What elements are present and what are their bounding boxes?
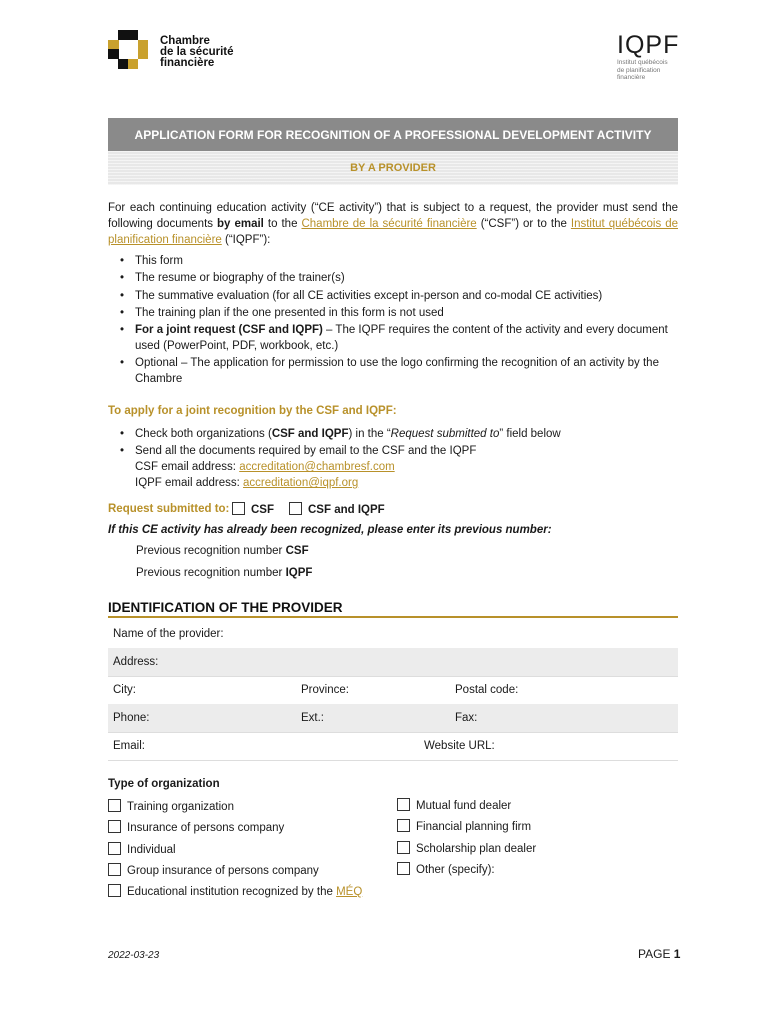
provider-name-field[interactable]: Name of the provider: <box>108 620 678 649</box>
city-field[interactable]: City: <box>113 684 136 696</box>
org-scholarship-option[interactable]: Scholarship plan dealer <box>397 841 536 855</box>
csf-logo <box>108 30 248 70</box>
checkbox[interactable] <box>397 862 410 875</box>
recognized-question: If this CE activity has already been recognized, please enter its previous number: <box>108 524 552 536</box>
request-label: Request submitted to: <box>108 503 230 515</box>
joint-heading: To apply for a joint recognition by the CSF and IQPF: <box>108 405 397 417</box>
postal-code-field[interactable]: Postal code: <box>455 684 519 696</box>
checkbox[interactable] <box>108 842 121 855</box>
csf-email-link[interactable]: accreditation@chambresf.com <box>239 461 395 474</box>
csf-and-iqpf-option[interactable]: CSF and IQPF <box>289 502 385 516</box>
org-mutual-fund-option[interactable]: Mutual fund dealer <box>397 798 511 812</box>
email-field[interactable]: Email: <box>113 740 145 752</box>
csf-option[interactable]: CSF <box>232 502 274 516</box>
form-title: APPLICATION FORM FOR RECOGNITION OF A PROFESSIONAL DEVELOPMENT ACTIVITY <box>108 118 678 151</box>
org-training-option[interactable]: Training organization <box>108 799 234 813</box>
phone-field[interactable]: Phone: <box>113 712 150 724</box>
city-row <box>108 676 678 705</box>
extension-field[interactable]: Ext.: <box>301 712 325 724</box>
csf-link[interactable]: Chambre de la sécurité financière <box>301 218 477 230</box>
list-item: • For a joint request (CSF and IQPF) – The IQPF requires the content of the activity and every document used (PowerPoint, PDF, workbook, etc.) <box>108 322 678 354</box>
org-educational-option[interactable]: Educational institution recognized by the MÉQ <box>108 884 362 898</box>
list-item: • The training plan if the one presented in this form is not used <box>108 305 678 321</box>
fax-field[interactable]: Fax: <box>455 712 478 724</box>
meq-link[interactable]: MÉQ <box>336 886 363 898</box>
previous-csf-number-field[interactable]: Previous recognition number CSF <box>136 545 309 557</box>
list-item: • Send all the documents required by email to the CSF and the IQPF CSF email address: accreditation@chambresf.com IQPF email address: accreditation@iqpf.org <box>108 443 678 491</box>
org-individual-option[interactable]: Individual <box>108 842 176 856</box>
previous-iqpf-number-field[interactable]: Previous recognition number IQPF <box>136 567 313 579</box>
phone-row <box>108 704 678 733</box>
list-item: • The summative evaluation (for all CE activities except in-person and co-modal CE activities) <box>108 288 678 304</box>
footer-date: 2022-03-23 <box>108 950 160 961</box>
checkbox[interactable] <box>108 863 121 876</box>
iqpf-logo-subtitle: Institut québécois de planification financière <box>617 59 668 81</box>
csf-checkbox[interactable] <box>232 502 245 515</box>
email-row <box>108 732 678 761</box>
address-field[interactable]: Address: <box>108 648 678 677</box>
checkbox[interactable] <box>397 819 410 832</box>
joint-list <box>108 426 678 493</box>
form-subtitle: BY A PROVIDER <box>108 151 678 185</box>
csf-logo-text: Chambre de la sécurité financière <box>160 35 234 69</box>
list-item: • The resume or biography of the trainer(s) <box>108 270 678 286</box>
org-group-insurance-option[interactable]: Group insurance of persons company <box>108 863 319 877</box>
list-item: • Optional – The application for permission to use the logo confirming the recognition of an activity by the Chambre <box>108 355 678 387</box>
iqpf-link[interactable]: Institut québécois de planification financière <box>108 218 678 246</box>
iqpf-logo: IQPF Institut québécois de planification financière <box>617 33 687 83</box>
checkbox[interactable] <box>108 799 121 812</box>
iqpf-email-link[interactable]: accreditation@iqpf.org <box>243 477 359 490</box>
website-field[interactable]: Website URL: <box>424 740 495 752</box>
intro-paragraph: For each continuing education activity (“CE activity”) that is subject to a request, the provider must send the following documents by email to the Chambre de la sécurité financière (“CSF”) or to the Institut québécois de planification financière (“IQPF”): <box>108 202 678 246</box>
csf-and-iqpf-checkbox[interactable] <box>289 502 302 515</box>
org-other-option[interactable]: Other (specify): <box>397 862 495 876</box>
identification-heading: IDENTIFICATION OF THE PROVIDER <box>108 600 678 618</box>
checkbox[interactable] <box>108 884 121 897</box>
checkbox[interactable] <box>397 841 410 854</box>
checkbox[interactable] <box>397 798 410 811</box>
list-item: • Check both organizations (CSF and IQPF) in the “Request submitted to” field below <box>108 426 678 442</box>
documents-list <box>108 253 678 389</box>
org-financial-planning-option[interactable]: Financial planning firm <box>397 819 531 833</box>
list-item: • This form <box>108 253 678 269</box>
csf-logo-mark-icon <box>108 30 150 70</box>
page-number: PAGE 1 <box>638 947 681 961</box>
org-insurance-option[interactable]: Insurance of persons company <box>108 820 284 834</box>
checkbox[interactable] <box>108 820 121 833</box>
province-field[interactable]: Province: <box>301 684 349 696</box>
org-type-heading: Type of organization <box>108 778 220 790</box>
